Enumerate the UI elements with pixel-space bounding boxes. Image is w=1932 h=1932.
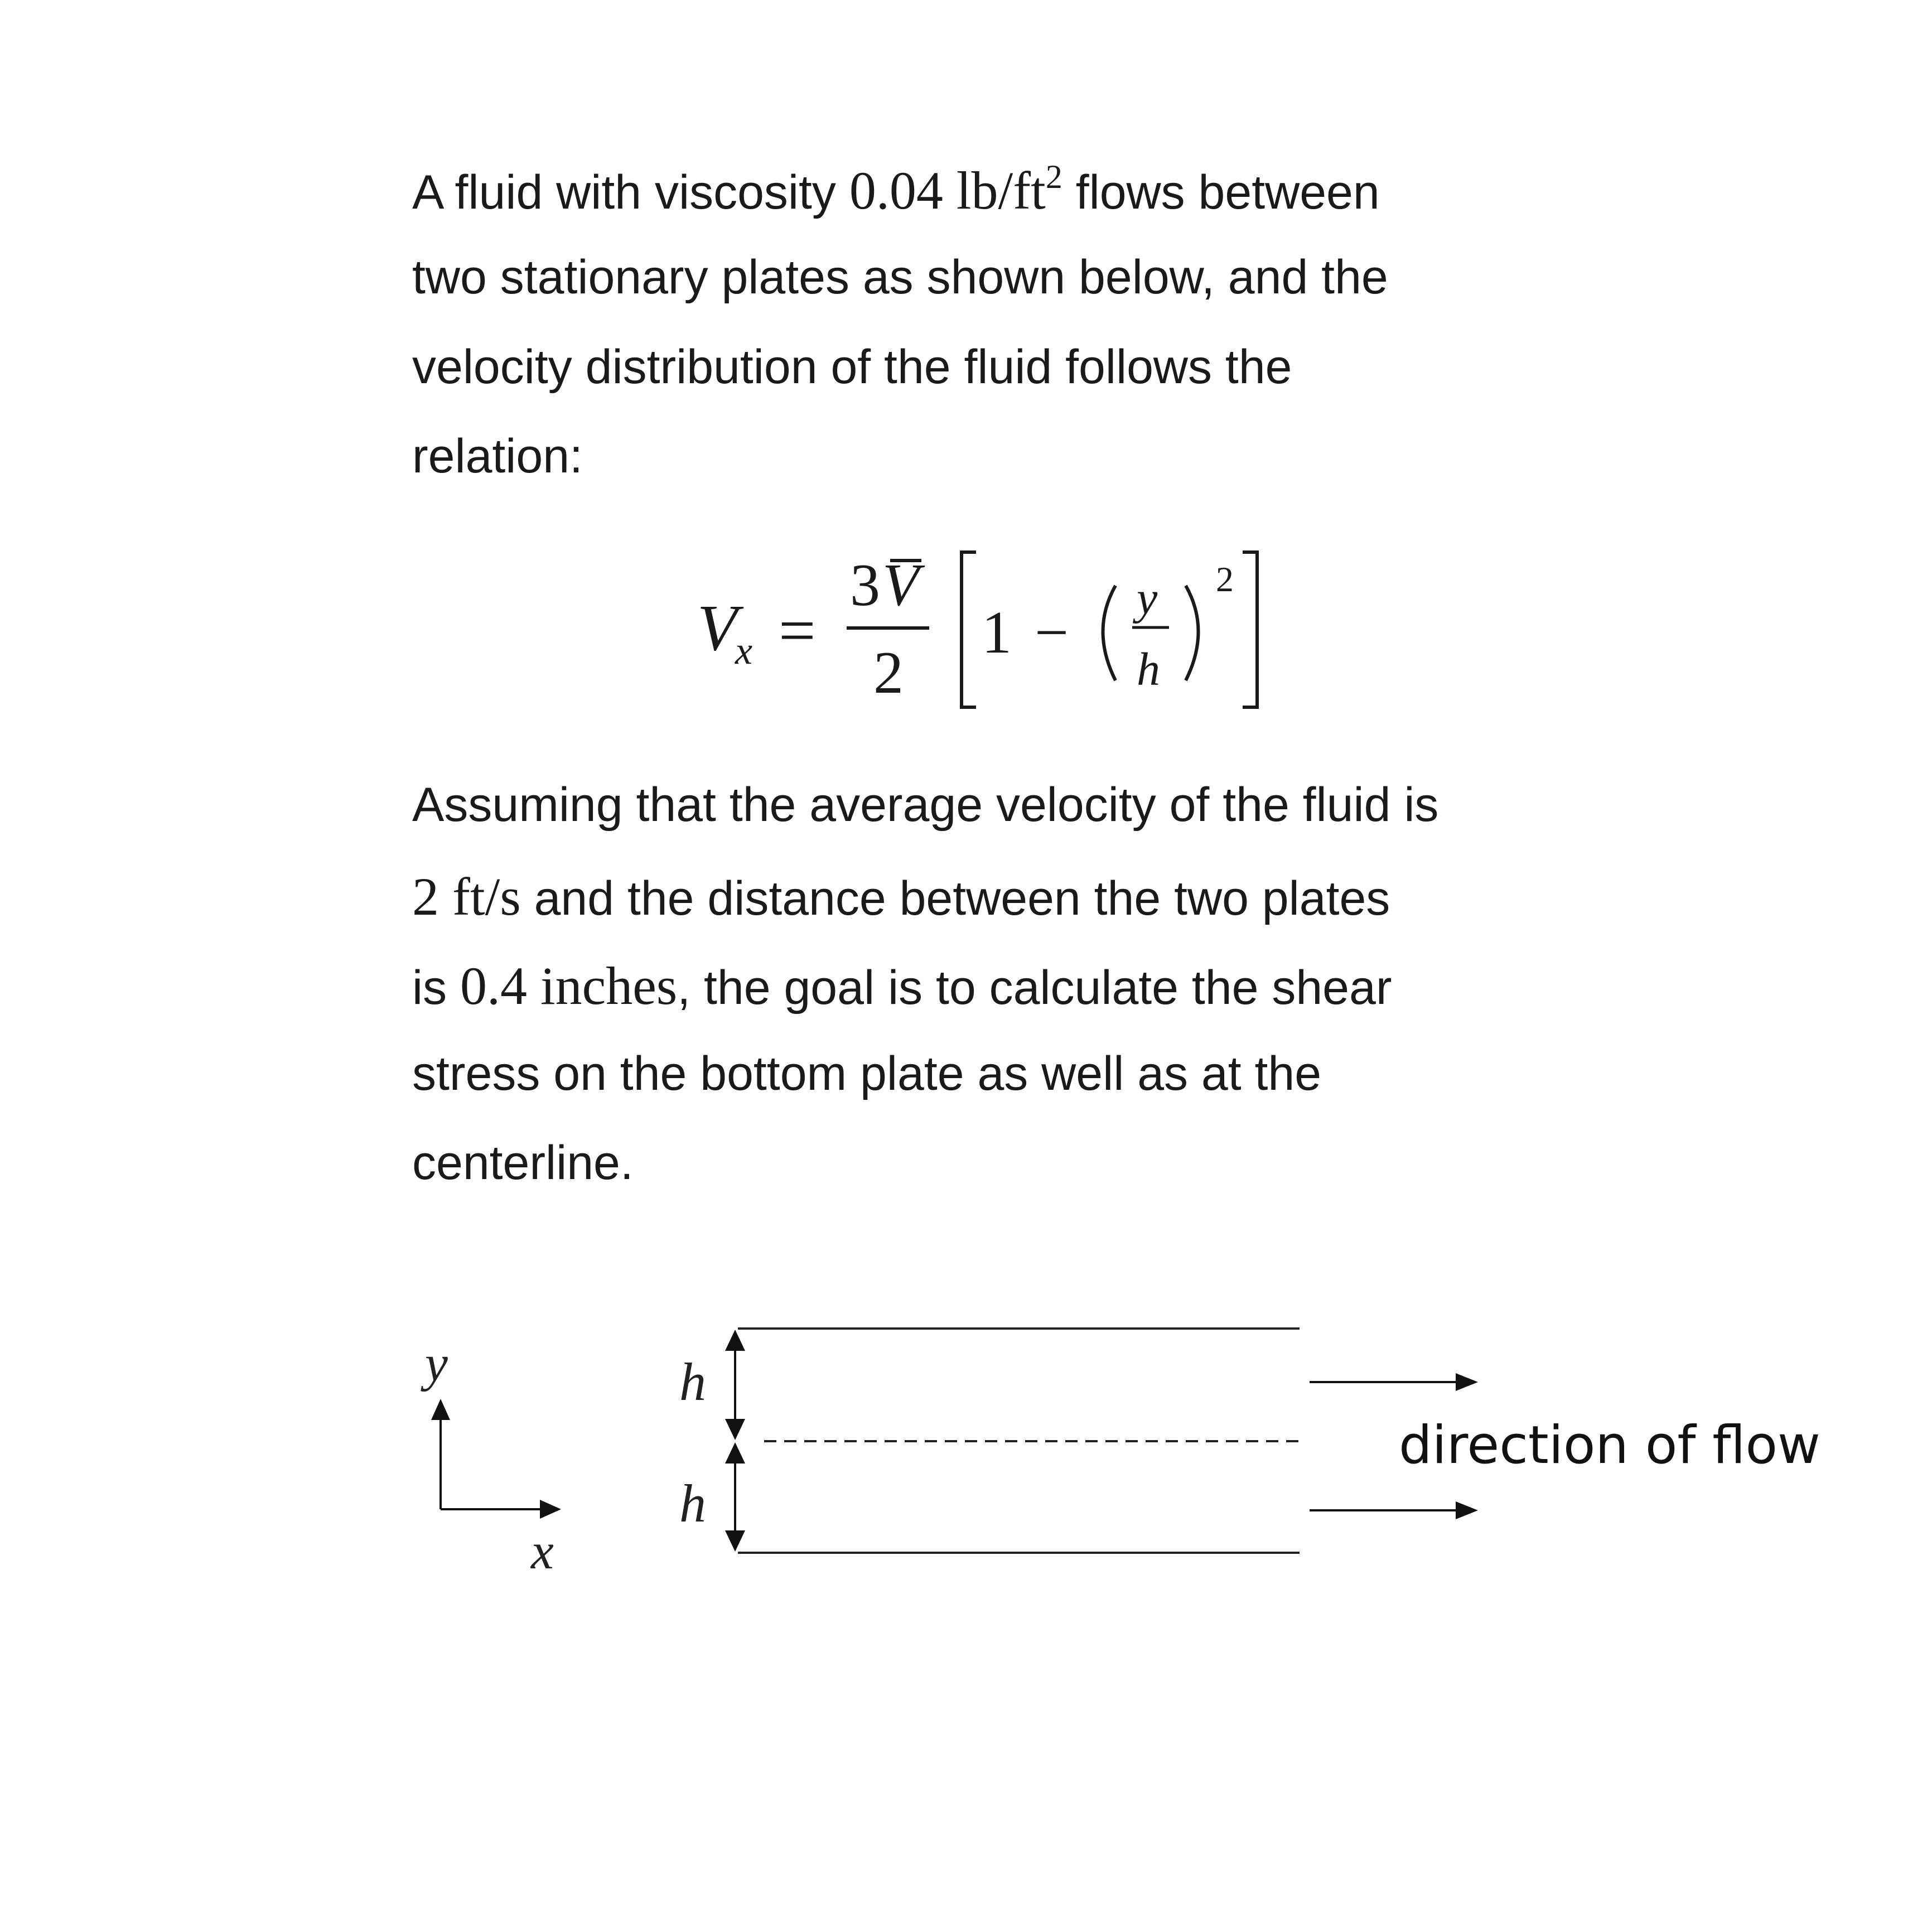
viscosity-unit: lb/ft (943, 161, 1046, 220)
upper-flow-arrowhead (1456, 1373, 1478, 1391)
x-axis-arrowhead (540, 1500, 561, 1519)
text-segment: A fluid with viscosity (412, 166, 849, 219)
lower-h-label: h (679, 1474, 706, 1533)
velocity-value: 2 (412, 867, 439, 926)
eq-lhs-subscript: x (735, 630, 753, 673)
y-axis-label: y (425, 1335, 448, 1392)
text-segment: is (412, 961, 460, 1015)
coordinate-axes (431, 1399, 561, 1519)
eq-one: 1 (982, 600, 1012, 666)
viscosity-value: 0.04 (849, 161, 943, 220)
upper-h-label: h (679, 1352, 706, 1412)
upper-h-bottom-arrowhead (725, 1419, 745, 1440)
text-segment: flows between (1062, 166, 1380, 219)
lower-h-bottom-arrowhead (725, 1530, 745, 1552)
eq-numerator-3: 3 (850, 552, 880, 619)
eq-minus: − (1035, 600, 1069, 666)
upper-h-top-arrowhead (725, 1330, 745, 1351)
text-segment: and the distance between the two plates (520, 872, 1390, 925)
lower-h-top-arrowhead (725, 1442, 745, 1464)
eq-frac-y: y (1137, 572, 1158, 624)
viscosity-exponent: 2 (1045, 158, 1062, 195)
eq-exponent: 2 (1216, 559, 1234, 599)
eq-denominator-2: 2 (873, 640, 904, 706)
paragraph-1-line-2: two stationary plates as shown below, and the (412, 250, 1388, 304)
y-axis-arrowhead (431, 1399, 450, 1420)
eq-lhs-v: V (697, 591, 738, 664)
h-dimension-arrows (725, 1330, 745, 1552)
velocity-unit: ft/s (439, 867, 521, 926)
eq-numerator-v: V (882, 552, 919, 619)
distance-unit: inches (527, 956, 678, 1016)
paragraph-1-line-4: relation: (412, 429, 583, 483)
flow-direction-label: direction of flow (1399, 1415, 1820, 1476)
paragraph-2-line-5: centerline. (412, 1136, 634, 1190)
eq-frac-h: h (1137, 644, 1160, 695)
distance-value: 0.4 (460, 956, 527, 1016)
paragraph-1-line-3: velocity distribution of the fluid follows the (412, 340, 1292, 394)
eq-equals-sign: = (779, 594, 816, 667)
text-segment: , the goal is to calculate the shear (677, 961, 1392, 1015)
paragraph-2-line-1: Assuming that the average velocity of the fluid is (412, 778, 1439, 832)
paragraph-2-line-4: stress on the bottom plate as well as at the (412, 1047, 1322, 1100)
lower-flow-arrowhead (1456, 1501, 1478, 1519)
x-axis-label: x (531, 1523, 554, 1580)
